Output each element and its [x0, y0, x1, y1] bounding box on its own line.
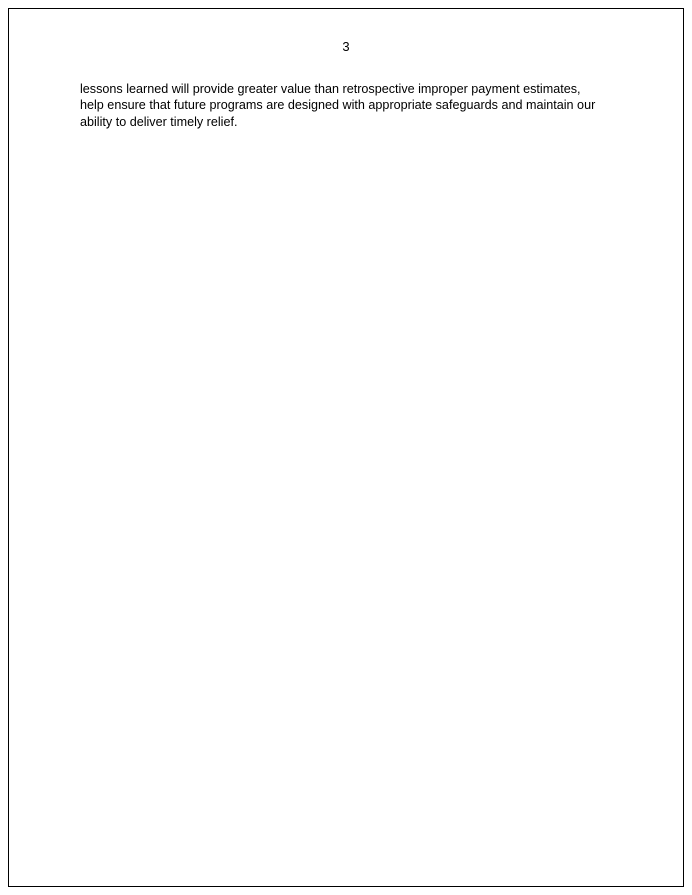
- body-paragraph: lessons learned will provide greater value than retrospective improper payment estimates, help ensure that future programs are designed with appropriate safeguards and maintain our ability to deliver timely relief.: [80, 82, 599, 129]
- page-number: 3: [342, 39, 350, 54]
- page-border: [8, 8, 684, 887]
